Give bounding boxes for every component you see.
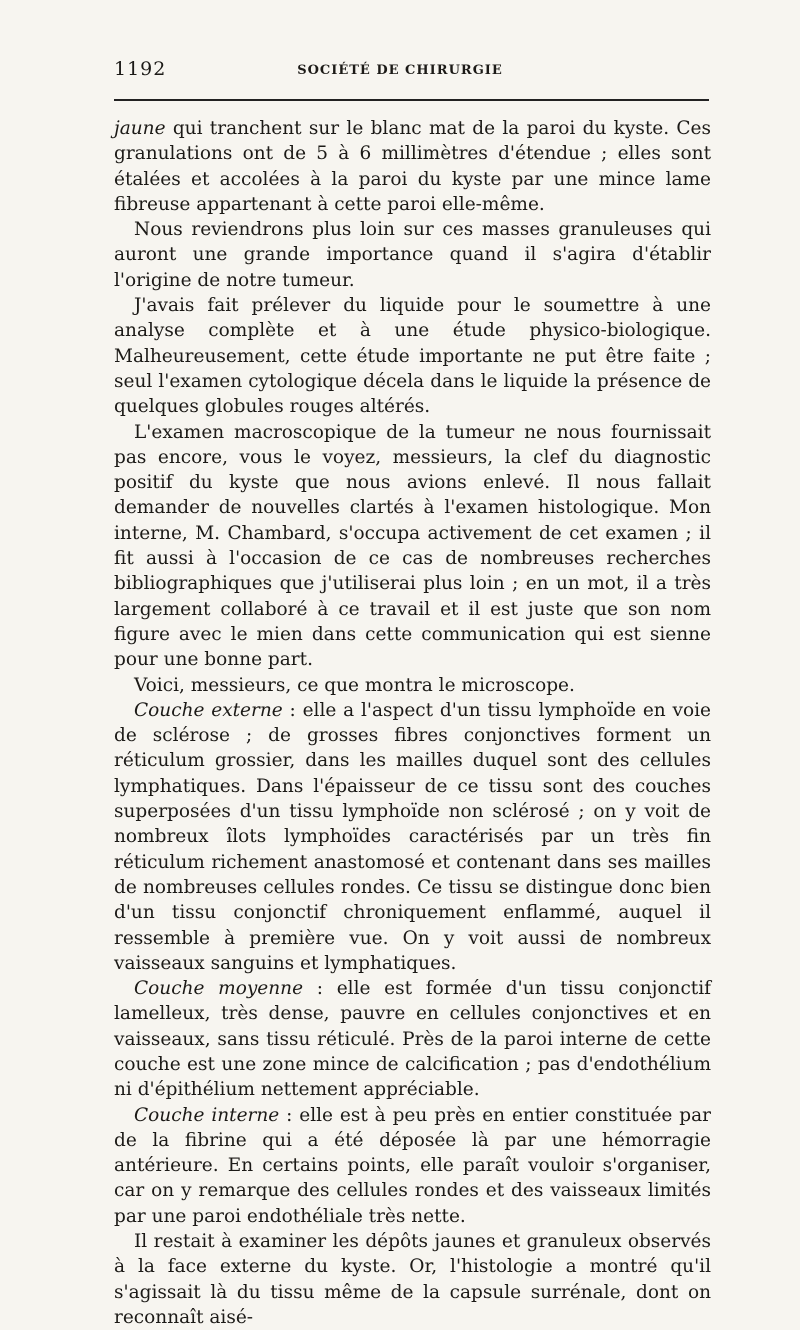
- body-text: [114, 116, 711, 1330]
- italic-lead: Couche interne: [134, 1104, 280, 1126]
- paragraph-9: [114, 1229, 711, 1330]
- paragraph-text: : elle est à peu près en entier constituée par de la fibrine qui a été déposée là par une hémorragie antérieure. En certains points, elle paraît vouloir s'organiser, car on y remarque des cellules rondes et des vaisseaux limités par une paroi endothéliale très nette.: [114, 1104, 711, 1227]
- paragraph-1: [114, 116, 711, 217]
- paragraph-text: Il restait à examiner les dépôts jaunes et granuleux observés à la face externe du kyste. Or, l'histologie a montré qu'il s'agissait là du tissu même de la capsule surrénale, dont on reconnaît aisé-: [114, 1231, 711, 1328]
- paragraph-5: [114, 673, 711, 698]
- paragraph-text: Voici, messieurs, ce que montra le microscope.: [134, 674, 575, 696]
- paragraph-text: : elle est formée d'un tissu conjonctif lamelleux, très dense, pauvre en cellules conjonctives et en vaisseaux, sans tissu réticulé. Près de la paroi interne de cette couche est une zone mince de calcification ; pas d'endothélium ni d'épithélium nettement appréciable.: [114, 978, 712, 1101]
- italic-lead: Couche externe: [134, 699, 283, 721]
- italic-lead: Couche moyenne: [134, 978, 304, 1000]
- paragraph-text: qui tranchent sur le blanc mat de la paroi du kyste. Ces granulations ont de 5 à 6 millimètres d'étendue ; elles sont étalées et accolées à la paroi du kyste par une mince lame fibreuse appartenant à cette paroi elle-même.: [114, 118, 711, 215]
- paragraph-text: J'avais fait prélever du liquide pour le soumettre à une analyse complète et à une étude physico-biologique. Malheureusement, cette étude importante ne put être faite ; seul l'examen cytologique décela dans le liquide la présence de quelques globules rouges altérés.: [114, 295, 711, 418]
- header-rule: [114, 99, 709, 101]
- paragraph-3: [114, 293, 711, 419]
- paragraph-6: [114, 698, 711, 976]
- paragraph-text: Nous reviendrons plus loin sur ces masses granuleuses qui auront une grande importance quand il s'agira d'établir l'origine de notre tumeur.: [114, 219, 711, 291]
- paragraph-8: [114, 1103, 711, 1229]
- paragraph-2: [114, 217, 711, 293]
- running-title: SOCIÉTÉ DE CHIRURGIE: [297, 63, 503, 78]
- page-number: 1192: [114, 58, 167, 80]
- paragraph-text: L'examen macroscopique de la tumeur ne nous fournissait pas encore, vous le voyez, messieurs, la clef du diagnostic positif du kyste que nous avions enlevé. Il nous fallait demander de nouvelles clartés à l'examen histologique. Mon interne, M. Chambard, s'occupa activement de cet examen ; il fit aussi à l'occasion de ce cas de nombreuses recherches bibliographiques que j'utiliserai plus loin ; en un mot, il a très largement collaboré à ce travail et il est juste que son nom figure avec le mien dans cette communication qui est sienne pour une bonne part.: [114, 421, 711, 671]
- italic-lead: jaune: [114, 118, 166, 139]
- paragraph-text: : elle a l'aspect d'un tissu lymphoïde en voie de sclérose ; de grosses fibres conjonctives forment un réticulum grossier, dans les mailles duquel sont des cellules lymphatiques. Dans l'épaisseur de ce tissu sont des couches superposées d'un tissu lymphoïde non sclérosé ; on y voit de nombreux îlots lymphoïdes caractérisés par un très fin réticulum richement anastomosé et contenant dans ses mailles de nombreuses cellules rondes. Ce tissu se distingue donc bien d'un tissu conjonctif chroniquement enflammé, auquel il ressemble à première vue. On y voit aussi de nombreux vaisseaux sanguins et lymphatiques.: [114, 699, 711, 974]
- paragraph-4: [114, 420, 711, 673]
- paragraph-7: [114, 976, 711, 1102]
